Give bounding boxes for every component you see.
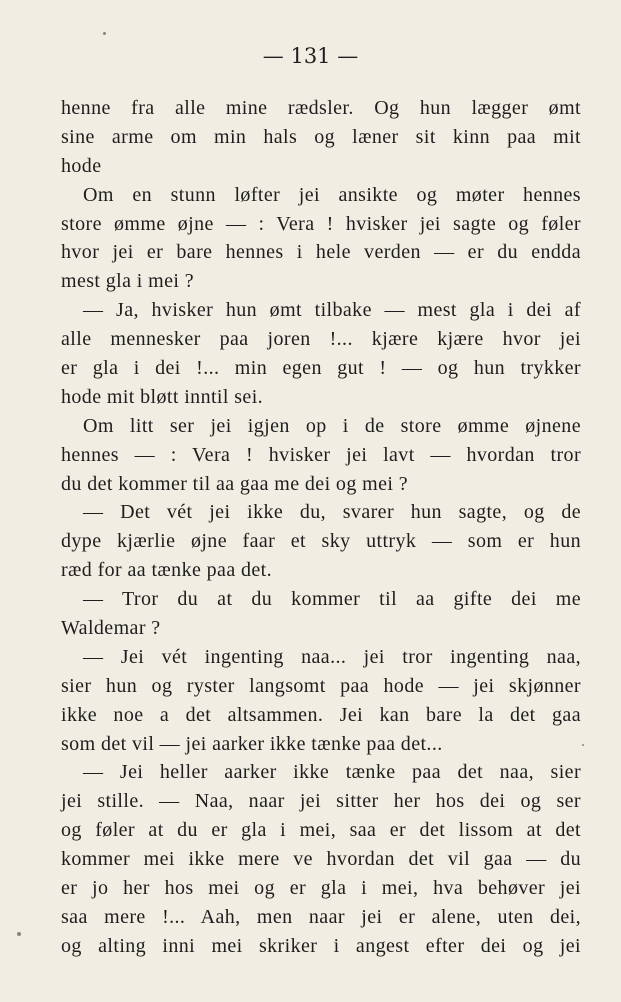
text-line: Om litt ser jei igjen op i de store ømme øjnene (83, 414, 581, 437)
text-line: og føler at du er gla i mei, saa er det lissom at det (61, 819, 581, 842)
body-text (61, 94, 581, 961)
text-line: du det kommer til aa gaa me dei og mei ? (61, 472, 408, 495)
text-line: sine arme om min hals og læner sit kinn paa mit (61, 125, 581, 148)
text-line: mest gla i mei ? (61, 270, 195, 293)
text-line: sier hun og ryster langsomt paa hode — jei skjønner (61, 674, 581, 697)
text-line: — Jei heller aarker ikke tænke paa det naa, sier (83, 761, 581, 784)
text-line: kommer mei ikke mere ve hvordan det vil gaa — du (61, 848, 581, 871)
text-line: — Det vét jei ikke du, svarer hun sagte, og de (83, 501, 581, 524)
text-line: ræd for aa tænke paa det. (61, 559, 273, 582)
text-line: Om en stunn løfter jei ansikte og møter hennes (83, 183, 581, 206)
text-line: hennes — : Vera ! hvisker jei lavt — hvordan tror (61, 443, 581, 466)
text-line: ikke noe a det altsammen. Jei kan bare la det gaa (61, 703, 581, 726)
text-line: som det vil — jei aarker ikke tænke paa det... (61, 732, 443, 755)
text-line: — Tror du at du kommer til aa gifte dei me (83, 588, 581, 611)
text-line: store ømme øjne — : Vera ! hvisker jei sagte og føler (61, 212, 581, 235)
paper-speck (103, 32, 106, 35)
text-line: saa mere !... Aah, men naar jei er alene, uten dei, (61, 905, 581, 928)
text-line: — Ja, hvisker hun ømt tilbake — mest gla i dei af (83, 299, 581, 322)
text-line: hode mit bløtt inntil sei. (61, 385, 264, 408)
text-line: er gla i dei !... min egen gut ! — og hun trykker (61, 357, 581, 380)
text-line: hvor jei er bare hennes i hele verden — er du endda (61, 241, 581, 264)
text-line: og alting inni mei skriker i angest efter dei og jei (61, 934, 581, 957)
text-line: alle mennesker paa joren !... kjære kjære hvor jei (61, 328, 581, 351)
page-number: — 131 — (262, 44, 359, 68)
text-line: jei stille. — Naa, naar jei sitter her hos dei og ser (61, 790, 581, 813)
paper-speck (17, 932, 21, 936)
paper-speck (582, 744, 584, 746)
text-line: er jo her hos mei og er gla i mei, hva behøver jei (61, 877, 581, 900)
text-line: hode (61, 154, 102, 177)
text-line: Waldemar ? (61, 617, 161, 640)
text-line: dype kjærlie øjne faar et sky uttryk — som er hun (61, 530, 581, 553)
text-line: henne fra alle mine rædsler. Og hun lægger ømt (61, 97, 581, 119)
text-line: — Jei vét ingenting naa... jei tror ingenting naa, (83, 645, 581, 668)
